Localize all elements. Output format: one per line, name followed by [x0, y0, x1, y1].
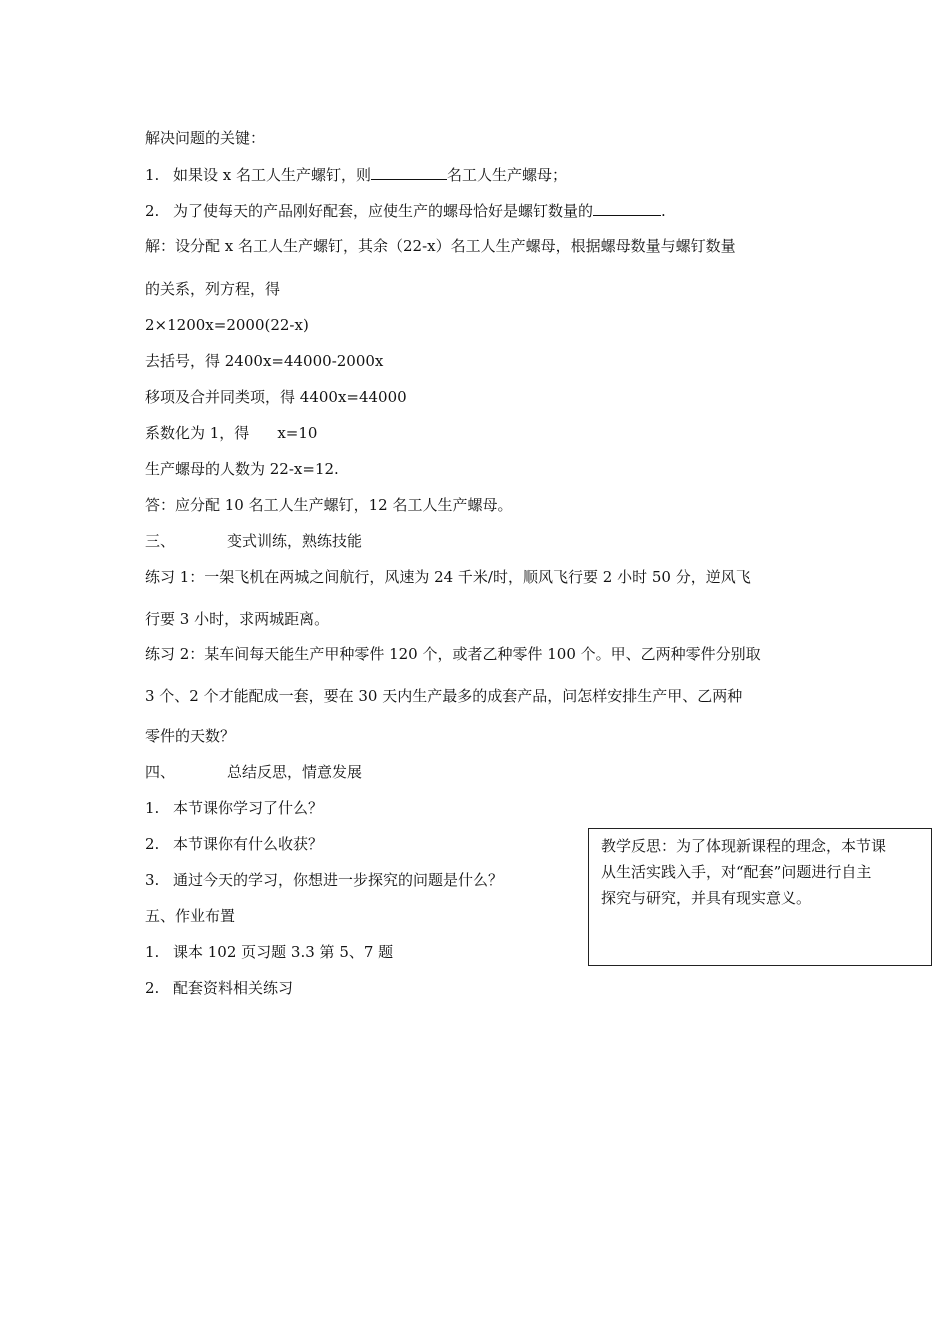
exercise-1-line-1: 练习 1：一架飞机在两城之间航行，风速为 24 千米/时，顺风飞行要 2 小时 50 分，逆风飞	[145, 568, 751, 586]
step-value: x=10	[277, 424, 318, 442]
step-normalize	[145, 423, 317, 443]
question-text: 本节课你学习了什么？	[173, 799, 324, 817]
homework-number: 1.	[145, 943, 160, 961]
key-point-2	[145, 200, 666, 221]
key-point-text: 名工人生产螺母；	[447, 166, 568, 184]
section-number: 三、	[145, 532, 176, 550]
homework-item-1	[145, 942, 393, 962]
section-title: 变式训练，熟练技能	[227, 532, 363, 550]
equation: 2×1200x=2000(22-x)	[145, 316, 309, 334]
homework-number: 2.	[145, 979, 160, 997]
key-point-text: 如果设 x 名工人生产螺钉，则	[173, 166, 371, 184]
step-result: 生产螺母的人数为 22-x=12.	[145, 460, 339, 478]
reflection-line-2: 从生活实践入手，对“配套”问题进行自主	[601, 863, 872, 881]
teaching-reflection-box	[588, 828, 932, 966]
reflect-question-1	[145, 798, 323, 818]
homework-text: 课本 102 页习题 3.3 第 5、7 题	[173, 943, 394, 961]
solution-line-2: 的关系，列方程，得	[145, 280, 281, 298]
reflection-line-3: 探究与研究，并具有现实意义。	[601, 889, 812, 907]
key-point-number: 1.	[145, 166, 160, 184]
step-expand: 去括号，得 2400x=44000-2000x	[145, 352, 384, 370]
answer-blank	[593, 200, 661, 216]
answer: 答：应分配 10 名工人生产螺钉，12 名工人生产螺母。	[145, 496, 513, 514]
question-number: 1.	[145, 799, 160, 817]
exercise-2-line-2: 3 个、2 个才能配成一套，要在 30 天内生产最多的成套产品，问怎样安排生产甲、乙两种	[145, 687, 743, 705]
section-3-heading	[145, 531, 362, 551]
exercise-2-line-1: 练习 2：某车间每天能生产甲种零件 120 个，或者乙种零件 100 个。甲、乙两种零件分别取	[145, 645, 761, 663]
reflect-question-2	[145, 834, 323, 854]
section-4-heading	[145, 762, 362, 782]
homework-text: 配套资料相关练习	[173, 979, 294, 997]
key-heading: 解决问题的关键：	[145, 129, 266, 147]
question-number: 2.	[145, 835, 160, 853]
section-5-heading: 五、作业布置	[145, 907, 236, 925]
question-number: 3.	[145, 871, 160, 889]
section-title: 总结反思，情意发展	[227, 763, 363, 781]
key-point-text: .	[661, 202, 666, 220]
exercise-1-line-2: 行要 3 小时，求两城距离。	[145, 610, 330, 628]
reflection-line-1: 教学反思：为了体现新课程的理念，本节课	[601, 837, 887, 855]
exercise-2-line-3: 零件的天数？	[145, 727, 236, 745]
solution-line-1: 解：设分配 x 名工人生产螺钉，其余（22-x）名工人生产螺母，根据螺母数量与螺钉数量	[145, 237, 736, 255]
answer-blank	[371, 164, 447, 180]
question-text: 通过今天的学习，你想进一步探究的问题是什么？	[173, 871, 504, 889]
step-combine: 移项及合并同类项，得 4400x=44000	[145, 388, 407, 406]
key-point-number: 2.	[145, 202, 160, 220]
key-point-1	[145, 164, 567, 185]
reflect-question-3	[145, 870, 503, 890]
step-label: 系数化为 1，得	[145, 424, 250, 442]
question-text: 本节课你有什么收获？	[173, 835, 324, 853]
key-point-text: 为了使每天的产品刚好配套，应使生产的螺母恰好是螺钉数量的	[173, 202, 594, 220]
homework-item-2	[145, 978, 293, 998]
section-number: 四、	[145, 763, 176, 781]
